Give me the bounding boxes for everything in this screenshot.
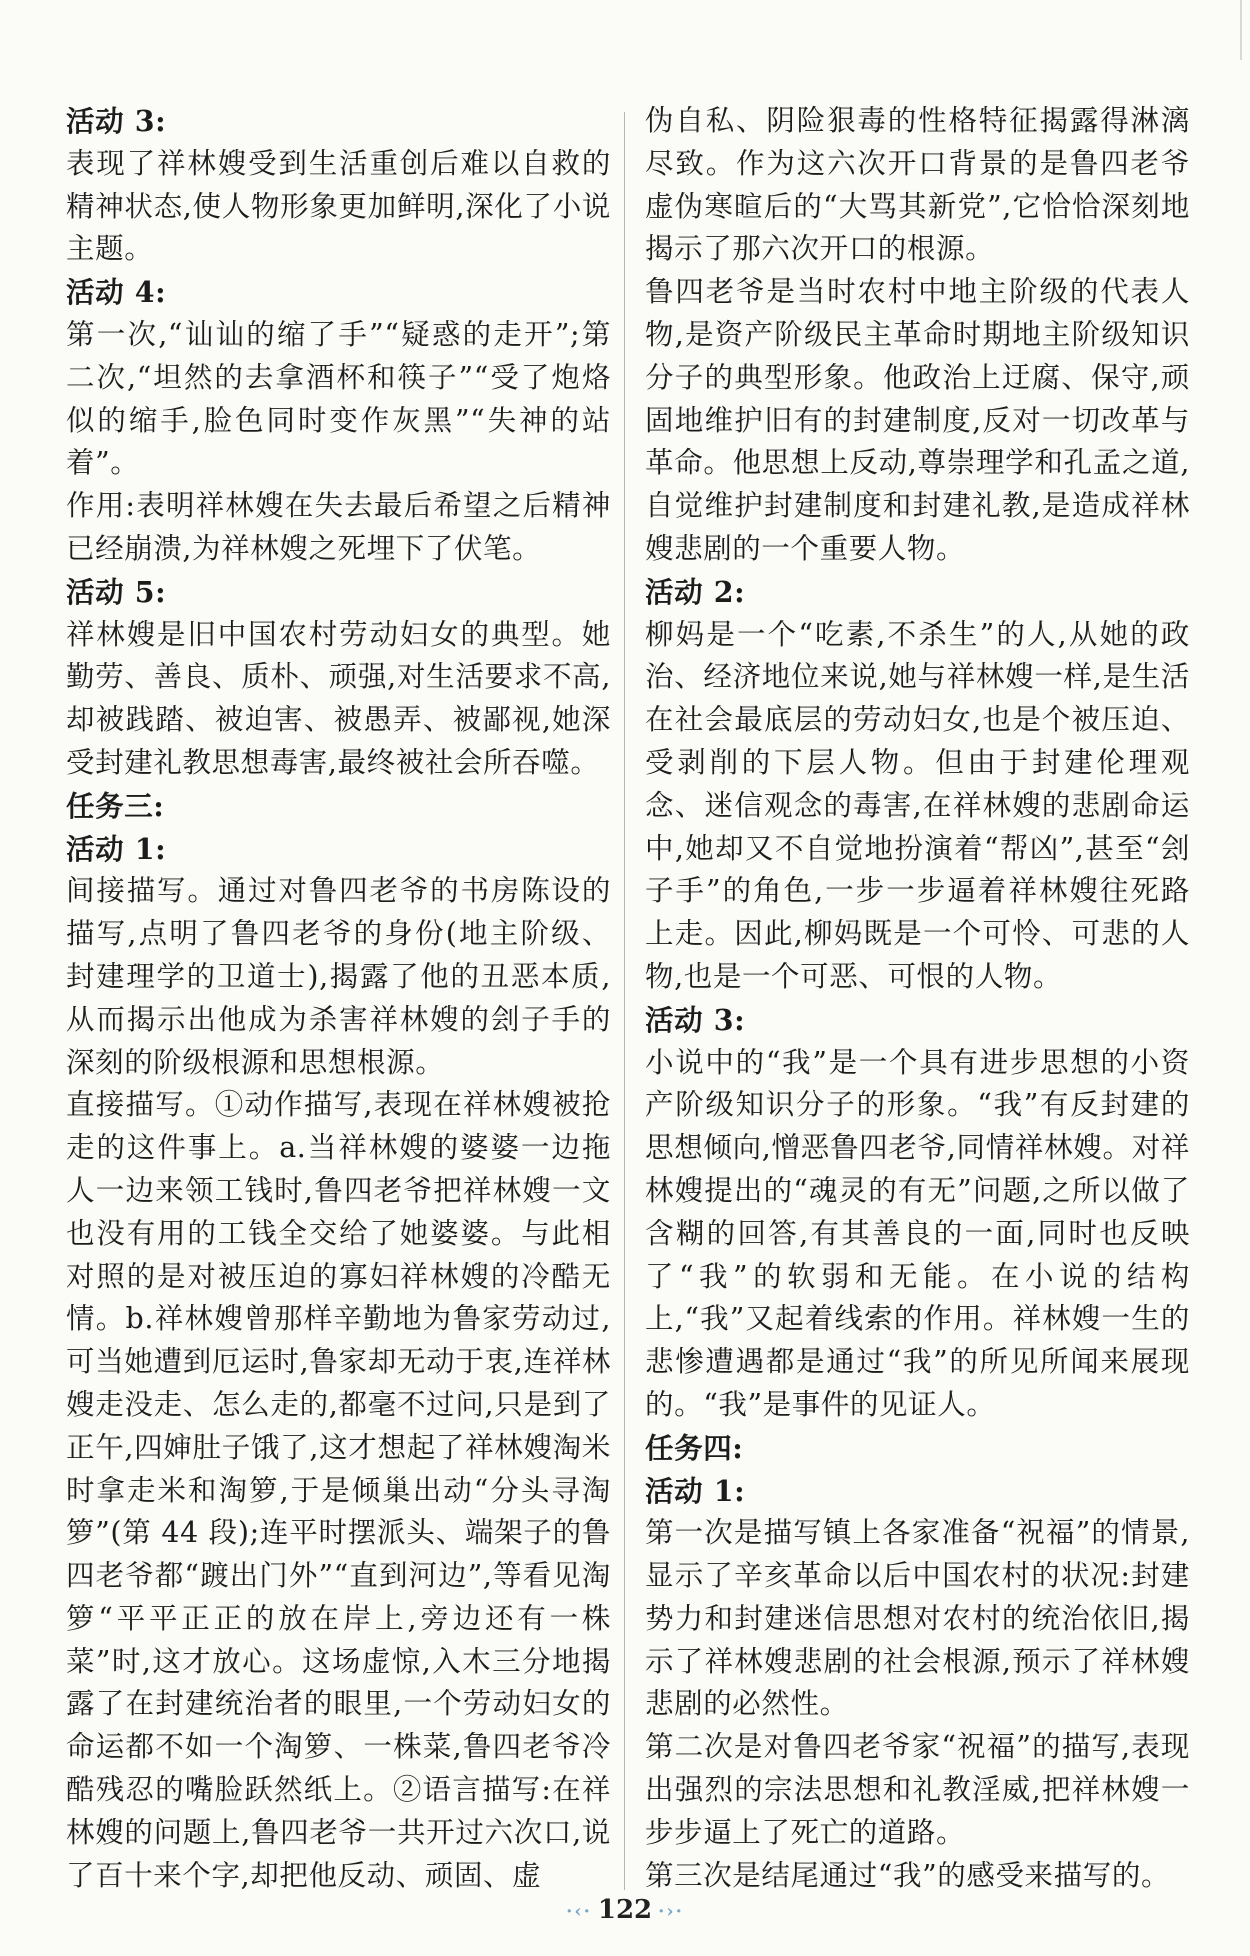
heading: 活动 1: (645, 1473, 746, 1508)
heading: 活动 1: (66, 831, 167, 866)
right-dots-ornament: ·›· (658, 1900, 684, 1922)
page-number-footer (0, 1895, 1250, 1925)
paragraph: 间接描写。通过对鲁四老爷的书房陈设的描写,点明了鲁四老爷的身份(地主阶级、封建理学的卫道士),揭露了他的丑恶本质,从而揭示出他成为杀害祥林嫂的刽子手的深刻的阶级根源和思想根源。 (66, 874, 611, 1079)
paragraph: 表现了祥林嫂受到生活重创后难以自救的精神状态,使人物形象更加鲜明,深化了小说主题。 (66, 146, 611, 266)
heading: 活动 3: (66, 104, 167, 138)
paragraph: 祥林嫂是旧中国农村劳动妇女的典型。她勤劳、善良、质朴、顽强,对生活要求不高,却被践踏、被迫害、被愚弄、被鄙视,她深受封建礼教思想毒害,最终被社会所吞噬。 (66, 617, 611, 779)
left-column (66, 100, 611, 1897)
page-number: 122 (597, 1895, 653, 1925)
paragraph: 鲁四老爷是当时农村中地主阶级的代表人物,是资产阶级民主革命时期地主阶级知识分子的典型形象。他政治上迂腐、保守,顽固地维护旧有的封建制度,反对一切改革与革命。他思想上反动,尊崇理学和孔孟之道,自觉维护封建制度和封建礼教,是造成祥林嫂悲剧的一个重要人物。 (645, 275, 1190, 565)
heading: 活动 4: (66, 275, 167, 310)
paragraph: 第一次是描写镇上各家准备“祝福”的情景,显示了辛亥革命以后中国农村的状况:封建势力和封建迷信思想对农村的统治依旧,揭示了祥林嫂悲剧的社会根源,预示了祥林嫂悲剧的必然性。 (645, 1516, 1190, 1721)
paragraph: 伪自私、阴险狠毒的性格特征揭露得淋漓尽致。作为这六次开口背景的是鲁四老爷虚伪寒暄后的“大骂其新党”,它恰恰深刻地揭示了那六次开口的根源。 (645, 104, 1190, 266)
page-edge-mark (1240, 0, 1242, 60)
heading: 活动 5: (66, 574, 167, 609)
right-column (645, 100, 1190, 1897)
paragraph: 第二次是对鲁四老爷家“祝福”的描写,表现出强烈的宗法思想和礼教淫威,把祥林嫂一步步逼上了死亡的道路。 (645, 1730, 1190, 1849)
paragraph: 小说中的“我”是一个具有进步思想的小资产阶级知识分子的形象。“我”有反封建的思想倾向,憎恶鲁四老爷,同情祥林嫂。对祥林嫂提出的“魂灵的有无”问题,之所以做了含糊的回答,有其善良的一面,同时也反映了“我”的软弱和无能。在小说的结构上,“我”又起着线索的作用。祥林嫂一生的悲惨遭遇都是通过“我”的所见所闻来展现的。“我”是事件的见证人。 (645, 1045, 1190, 1421)
column-divider (624, 112, 625, 1890)
section-heading: 任务四: (645, 1430, 744, 1465)
left-dots-ornament: ·‹· (566, 1900, 592, 1922)
heading: 活动 3: (645, 1002, 746, 1037)
paragraph: 直接描写。①动作描写,表现在祥林嫂被抢走的这件事上。a.当祥林嫂的婆婆一边拖人一边来领工钱时,鲁四老爷把祥林嫂一文也没有用的工钱全交给了她婆婆。与此相对照的是对被压迫的寡妇祥林嫂的冷酷无情。b.祥林嫂曾那样辛勤地为鲁家劳动过,可当她遭到厄运时,鲁家却无动于衷,连祥林嫂走没走、怎么走的,都毫不过问,只是到了正午,四婶肚子饿了,这才想起了祥林嫂淘米时拿走米和淘箩,于是倾巢出动“分头寻淘箩”(第 44 段);连平时摆派头、端架子的鲁四老爷都“踱出门外”“直到河边”,等看见淘箩“平平正正的放在岸上,旁边还有一株菜”时,这才放心。这场虚惊,入木三分地揭露了在封建统治者的眼里,一个劳动妇女的命运都不如一个淘箩、一株菜,鲁四老爷冷酷残忍的嘴脸跃然纸上。②语言描写:在祥林嫂的问题上,鲁四老爷一共开过六次口,说了百十来个字,却把他反动、顽固、虚 (66, 1088, 611, 1892)
paragraph: 柳妈是一个“吃素,不杀生”的人,从她的政治、经济地位来说,她与祥林嫂一样,是生活在社会最底层的劳动妇女,也是个被压迫、受剥削的下层人物。但由于封建伦理观念、迷信观念的毒害,在祥林嫂的悲剧命运中,她却又不自觉地扮演着“帮凶”,甚至“刽子手”的角色,一步一步逼着祥林嫂往死路上走。因此,柳妈既是一个可怜、可悲的人物,也是一个可恶、可恨的人物。 (645, 617, 1190, 993)
paragraph: 第一次,“讪讪的缩了手”“疑惑的走开”;第二次,“坦然的去拿酒杯和筷子”“受了炮烙似的缩手,脸色同时变作灰黑”“失神的站着”。 (66, 317, 611, 480)
paragraph: 第三次是结尾通过“我”的感受来描写的。 (645, 1858, 1171, 1892)
paragraph: 作用:表明祥林嫂在失去最后希望之后精神已经崩溃,为祥林嫂之死埋下了伏笔。 (66, 489, 611, 565)
heading: 活动 2: (645, 574, 746, 609)
section-heading: 任务三: (66, 788, 165, 823)
